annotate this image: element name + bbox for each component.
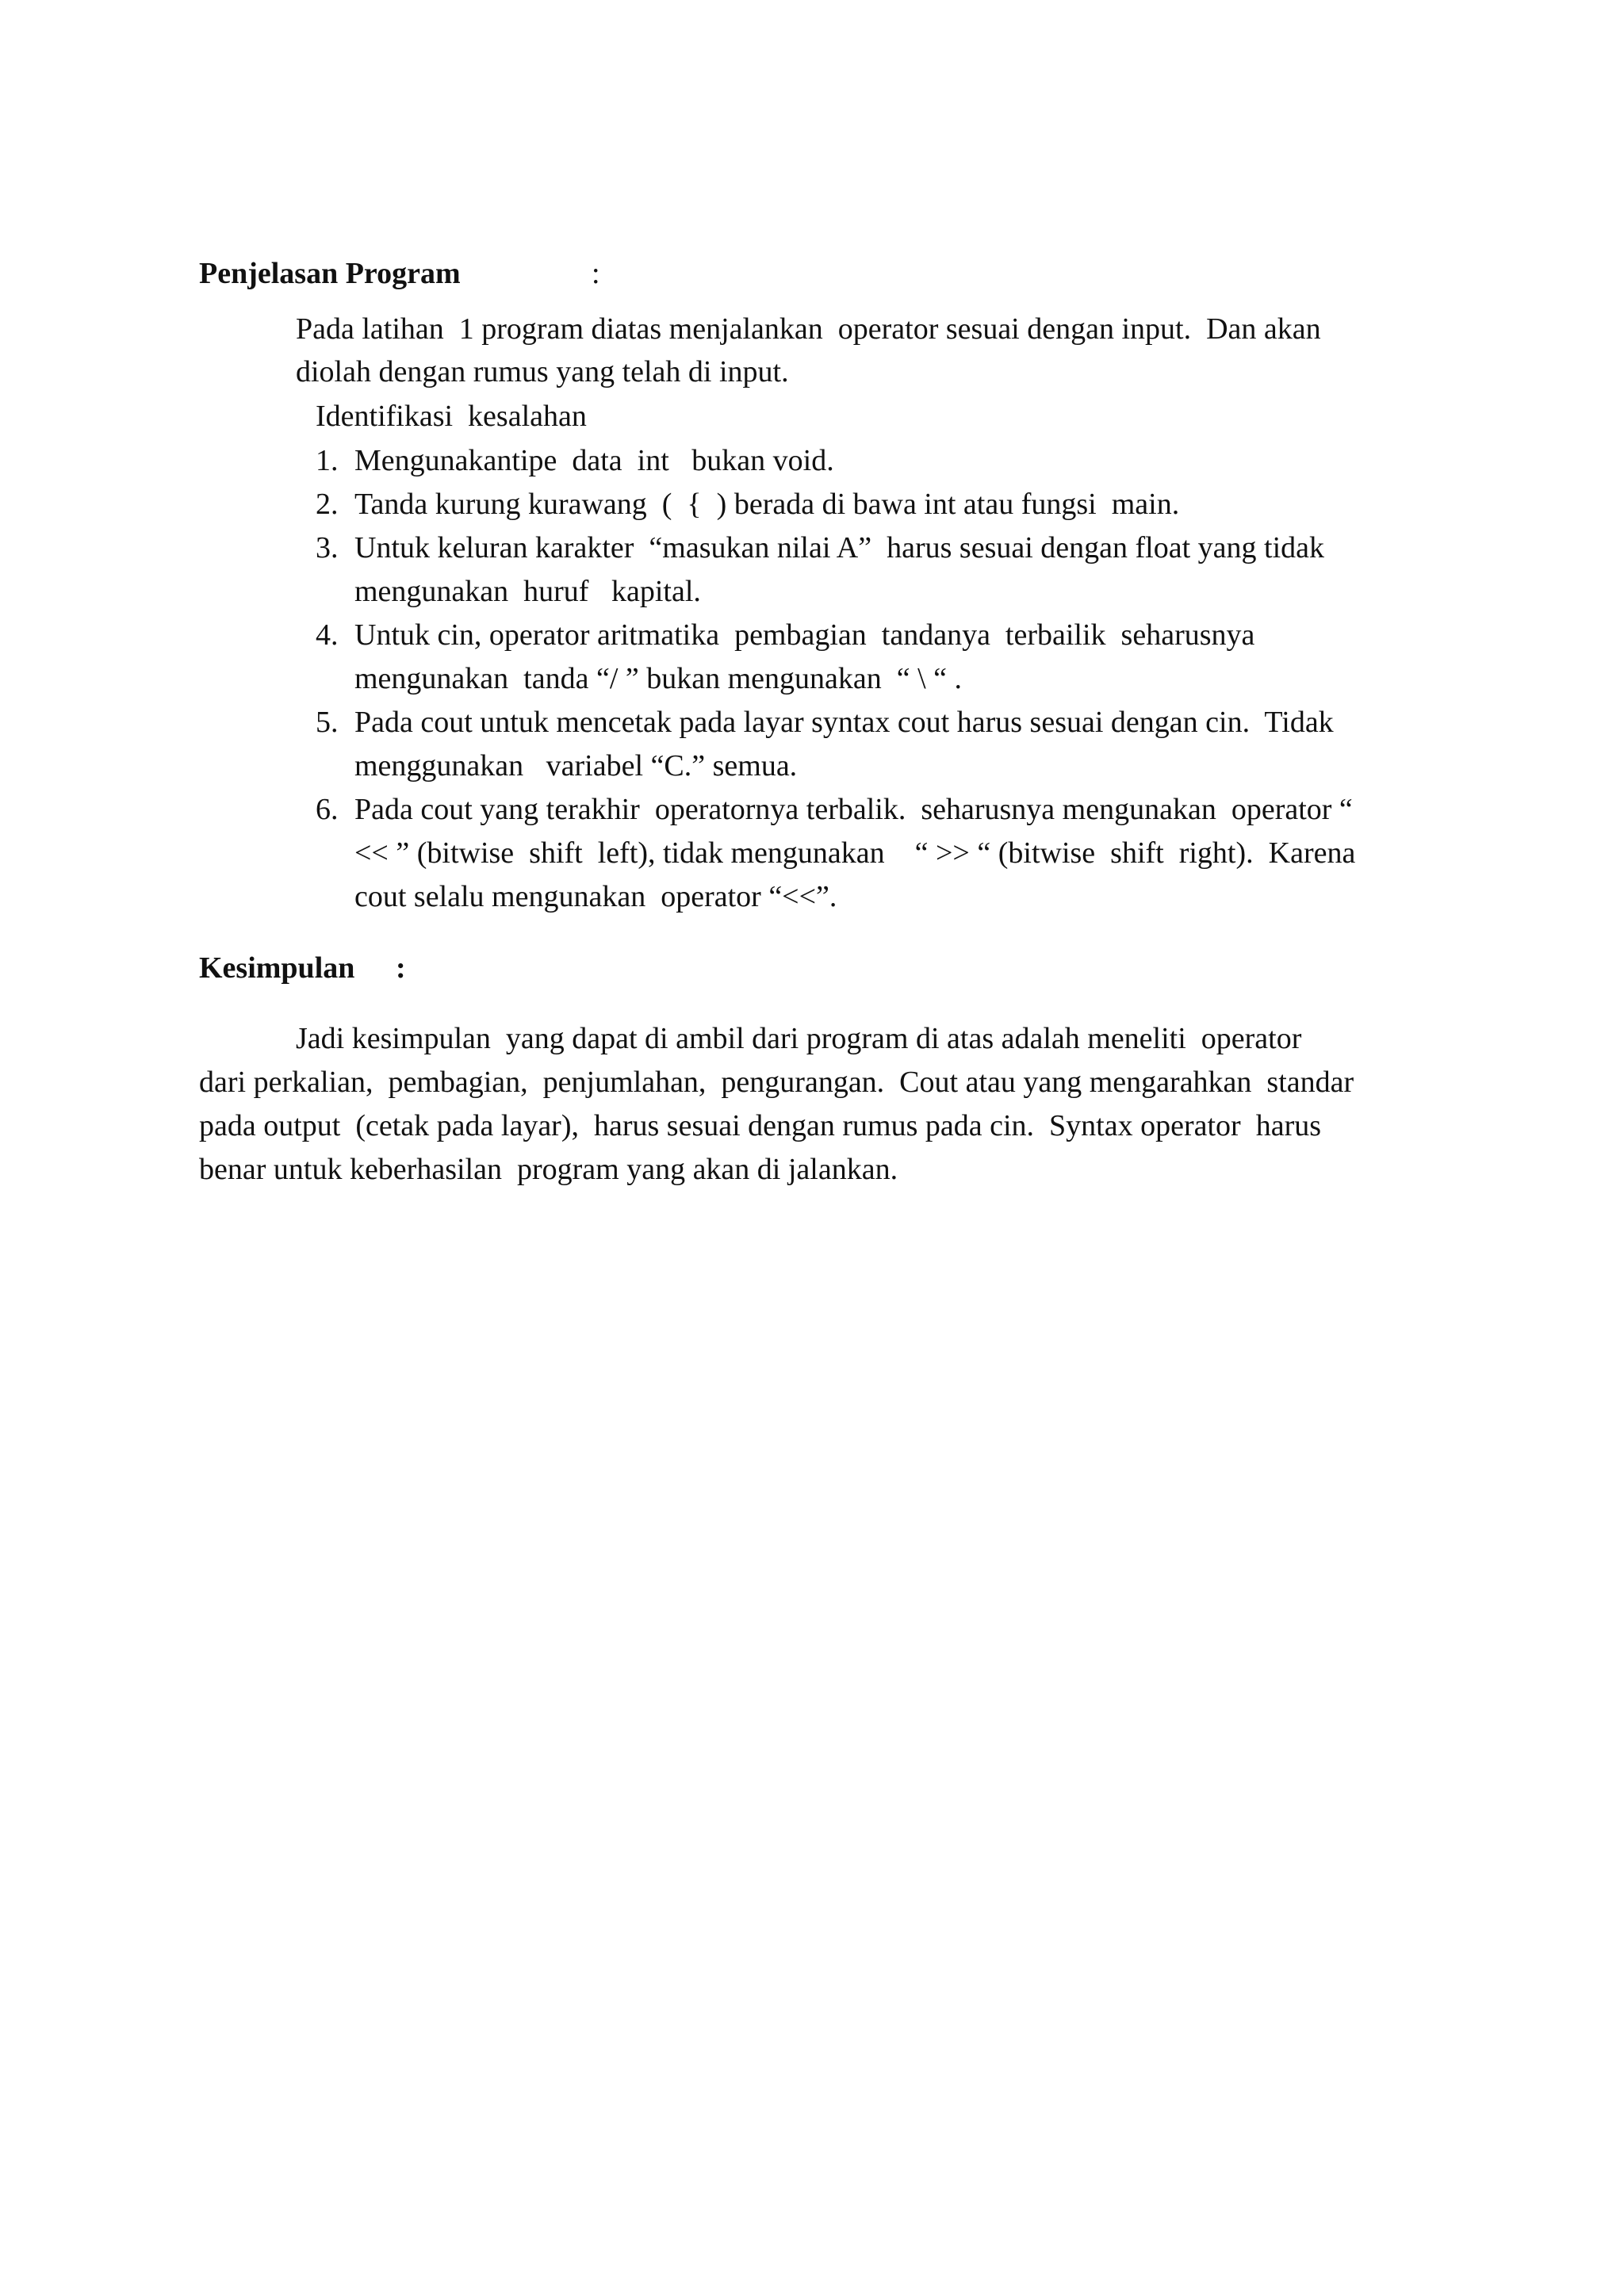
list-item-text: mengunakan huruf kapital.: [354, 575, 701, 608]
conclusion-line: dari perkalian, pembagian, penjumlahan, pengurangan. Cout atau yang mengarahkan standar: [199, 1066, 1354, 1099]
list-item-number: 3.: [316, 531, 339, 564]
intro-line: diolah dengan rumus yang telah di input.: [296, 355, 789, 388]
identifikasi-label: Identifikasi kesalahan: [316, 400, 587, 433]
heading-colon: :: [396, 951, 406, 985]
intro-line: Pada latihan 1 program diatas menjalankan operator sesuai dengan input. Dan akan: [296, 312, 1321, 346]
list-item-text: Pada cout yang terakhir operatornya terbalik. seharusnya mengunakan operator “: [354, 793, 1353, 826]
list-item-text: cout selalu mengunakan operator “<<”.: [354, 880, 837, 913]
list-item-number: 5.: [316, 706, 339, 739]
section-heading-kesimpulan: Kesimpulan: [199, 951, 355, 985]
list-item-text: Pada cout untuk mencetak pada layar syntax cout harus sesuai dengan cin. Tidak: [354, 706, 1334, 739]
list-item-text: Untuk cin, operator aritmatika pembagian tandanya terbailik seharusnya: [354, 618, 1255, 652]
list-item-text: Untuk keluran karakter “masukan nilai A” harus sesuai dengan float yang tidak: [354, 531, 1324, 564]
list-item-number: 1.: [316, 444, 339, 477]
conclusion-line: pada output (cetak pada layar), harus sesuai dengan rumus pada cin. Syntax operator harus: [199, 1109, 1322, 1142]
conclusion-line: benar untuk keberhasilan program yang akan di jalankan.: [199, 1153, 898, 1186]
list-item-text: menggunakan variabel “C.” semua.: [354, 749, 798, 783]
list-item-text: << ” (bitwise shift left), tidak mengunakan “ >> “ (bitwise shift right). Karena: [354, 836, 1356, 870]
list-item-number: 2.: [316, 488, 339, 521]
conclusion-line: Jadi kesimpulan yang dapat di ambil dari program di atas adalah meneliti operator: [296, 1022, 1302, 1055]
section-heading-penjelasan: Penjelasan Program: [199, 257, 461, 290]
list-item-text: mengunakan tanda “/ ” bukan mengunakan “ \ “ .: [354, 662, 963, 695]
list-item-text: Mengunakantipe data int bukan void.: [354, 444, 834, 477]
heading-colon: :: [592, 257, 600, 290]
list-item-number: 6.: [316, 793, 339, 826]
list-item-text: Tanda kurung kurawang ( { ) berada di bawa int atau fungsi main.: [354, 488, 1180, 521]
list-item-number: 4.: [316, 618, 339, 652]
